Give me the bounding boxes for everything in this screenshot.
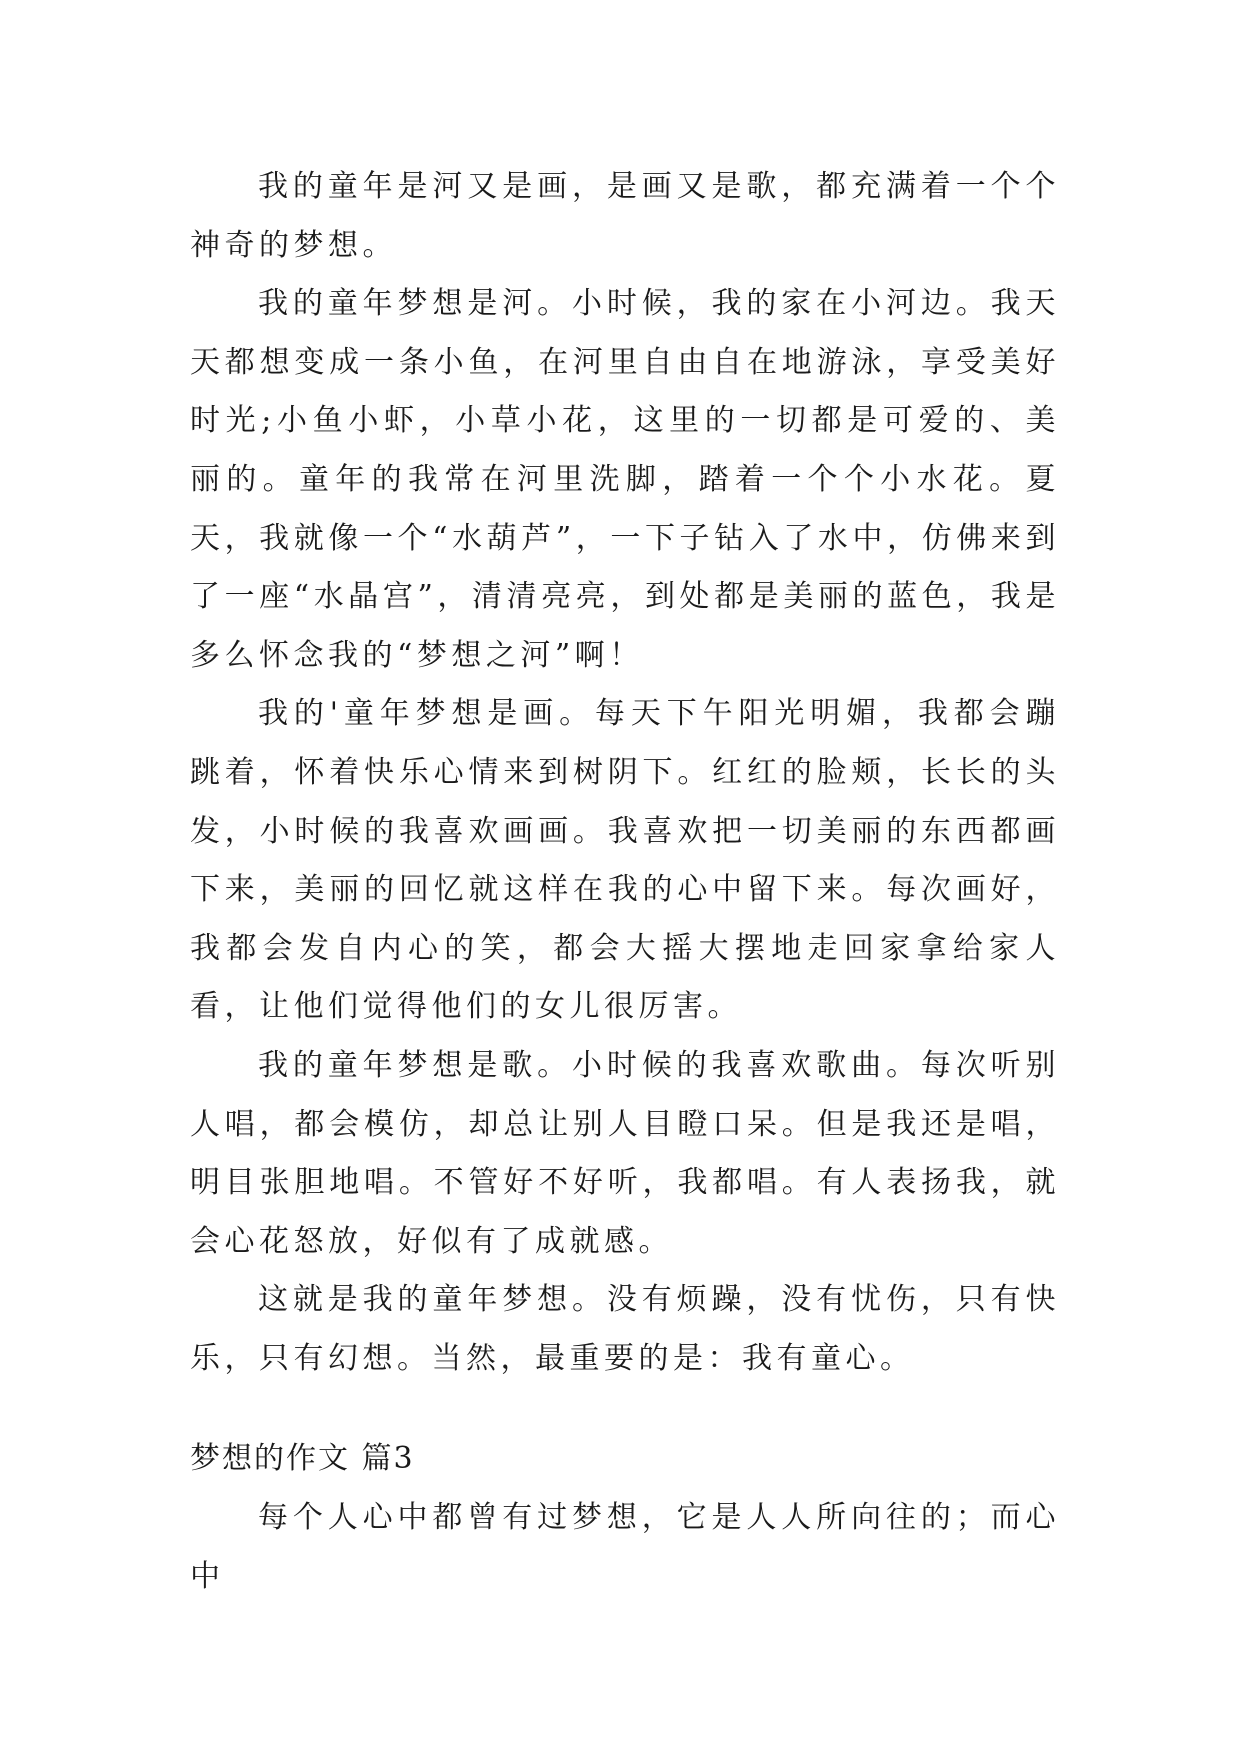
paragraph-river-dream: 我的童年梦想是河。小时候，我的家在小河边。我天天都想变成一条小鱼，在河里自由自在地游泳，享受美好时光;小鱼小虾，小草小花，这里的一切都是可爱的、美丽的。童年的我常在河里洗脚，踏着一个个小水花。夏天，我就像一个“水葫芦”，一下子钻入了水中，仿佛来到了一座“水晶宫”，清清亮亮，到处都是美丽的蓝色，我是多么怀念我的“梦想之河”啊！ — [190, 286, 1060, 673]
paragraph-next-essay-start: 每个人心中都曾有过梦想，它是人人所向往的；而心中 — [190, 1500, 1060, 1594]
paragraph-song-dream: 我的童年梦想是歌。小时候的我喜欢歌曲。每次听别人唱，都会模仿，却总让别人目瞪口呆。但是我还是唱，明目张胆地唱。不管好不好听，我都唱。有人表扬我，就会心花怒放，好似有了成就感。 — [190, 1047, 1060, 1259]
paragraph-intro: 我的童年是河又是画，是画又是歌，都充满着一个个神奇的梦想。 — [190, 169, 1060, 263]
section-heading: 梦想的作文 篇3 — [190, 1441, 415, 1477]
paragraph-painting-dream: 我的'童年梦想是画。每天下午阳光明媚，我都会蹦跳着，怀着快乐心情来到树阴下。红红的脸颊，长长的头发，小时候的我喜欢画画。我喜欢把一切美丽的东西都画下来，美丽的回忆就这样在我的心中留下来。每次画好，我都会发自内心的笑，都会大摇大摆地走回家拿给家人看，让他们觉得他们的女儿很厉害。 — [190, 696, 1060, 1025]
document-body — [190, 158, 1060, 1606]
paragraph-conclusion: 这就是我的童年梦想。没有烦躁，没有忧伤，只有快乐，只有幻想。当然，最重要的是：我有童心。 — [190, 1282, 1060, 1376]
